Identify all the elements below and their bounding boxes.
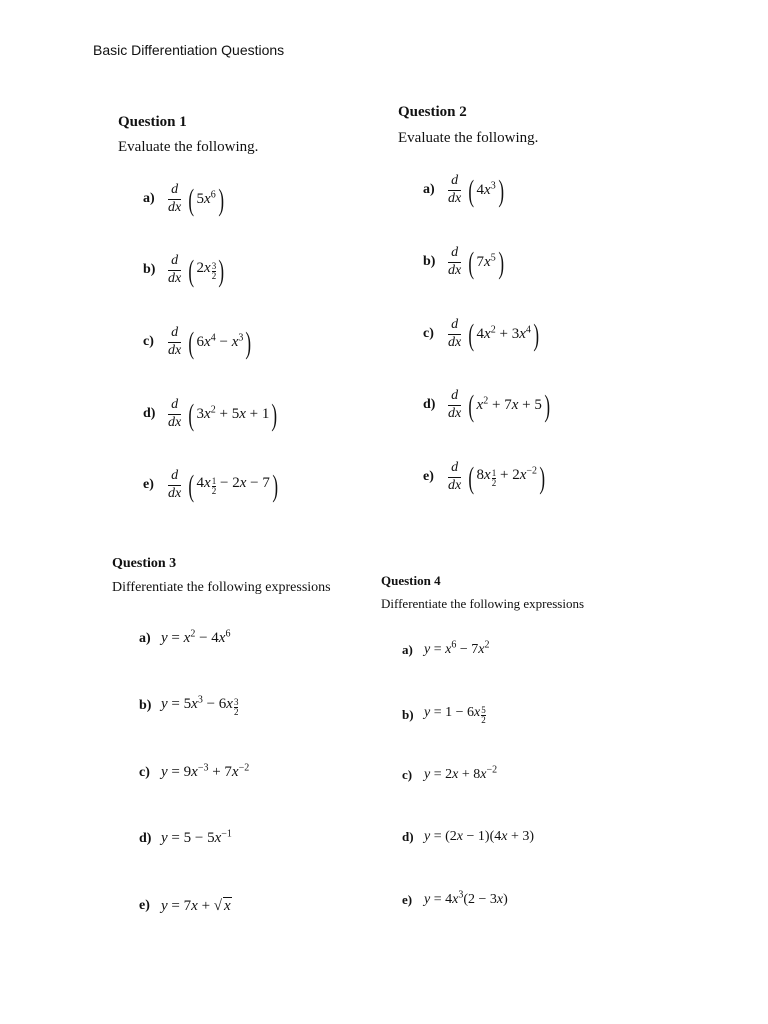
q4-item-d [402,829,534,845]
item-label: d) [423,397,436,413]
d-dx-operator: $\frac{d}{dx}$ [448,245,462,278]
q3-item-d [139,830,232,847]
item-label: d) [143,406,156,422]
derivative-expression: $\frac{d}{dx}$ ( $3x^2 + 5x + 1$ ) [165,398,280,430]
q2-item-e [423,461,547,493]
derivative-expression: $\frac{d}{dx}$ ( $7x^5$ ) [445,246,506,278]
derivative-expression: $\frac{d}{dx}$ ( $4x^2 + 3x^4$ ) [445,318,541,350]
q1-item-c [143,326,254,358]
question-1-title: Question 1 [118,114,187,130]
item-label: b) [402,706,414,722]
q4-item-a [402,639,490,658]
d-dx-operator: $\frac{d}{dx}$ [448,173,462,206]
item-label: b) [423,254,436,270]
d-dx-operator: $\frac{d}{dx}$ [168,468,182,501]
item-label: b) [143,262,156,278]
question-2-title: Question 2 [398,104,467,120]
d-dx-operator: $\frac{d}{dx}$ [168,397,182,430]
expression: y = (2x − 1)(4x + 3) [424,829,535,844]
d-dx-operator: $\frac{d}{dx}$ [448,388,462,421]
fractional-exponent: $\frac{3}{2}$ [211,260,217,281]
derivative-expression: $\frac{d}{dx}$ ( $5x^6$ ) [165,183,226,215]
item-label: e) [143,477,154,493]
q1-item-b [143,254,227,286]
expression: y = 1 − 6x $\frac{5}{2}$ [424,704,486,725]
fractional-exponent: $\frac{3}{2}$ [233,696,239,717]
item-label: b) [139,698,152,714]
q1-item-d [143,398,280,430]
question-3-title: Question 3 [112,556,177,571]
d-dx-operator: $\frac{d}{dx}$ [448,317,462,350]
item-label: e) [423,469,434,485]
d-dx-operator: $\frac{d}{dx}$ [448,460,462,493]
expression: $y = 2x + 8x^{-2}$ [424,764,498,782]
item-label: a) [143,191,155,207]
item-label: c) [423,326,434,342]
question-1-instruction: Evaluate the following. [118,139,259,155]
expression: y = 7x + √ x [161,898,231,914]
expression: $y = x^6 - 7x^2$ [424,639,490,657]
question-2-instruction: Evaluate the following. [398,130,539,146]
document-header: Basic Differentiation Questions [93,42,285,58]
d-dx-operator: $\frac{d}{dx}$ [168,325,182,358]
q3-item-a [139,630,230,647]
item-label: c) [143,334,154,350]
item-label: c) [139,764,150,780]
d-dx-operator: $\frac{d}{dx}$ [168,253,182,286]
item-label: a) [423,182,435,198]
item-label: d) [402,829,414,844]
expression: $y = 9x^{-3} + 7x^{-2}$ [161,762,250,780]
item-label: d) [139,830,152,846]
fractional-exponent: $\frac{1}{2}$ [491,467,497,488]
q4-item-b [402,705,486,725]
item-label: a) [402,642,413,657]
q2-item-d [423,389,552,421]
item-label: c) [402,767,413,782]
derivative-expression: $\frac{d}{dx}$ ( 4x $\frac{1}{2}$ − 2x − 7 ) [165,469,280,501]
question-4-instruction: Differentiate the following expressions [381,596,585,611]
expression: $y = 5 - 5x^{-1}$ [161,828,232,846]
d-dx-operator: $\frac{d}{dx}$ [168,182,182,215]
expression: $y = x^2 - 4x^6$ [161,628,231,646]
q1-item-e [143,469,280,501]
derivative-expression: $\frac{d}{dx}$ ( $x^2 + 7x + 5$ ) [445,389,552,421]
q2-item-c [423,318,541,350]
question-4-title: Question 4 [381,573,441,588]
item-label: a) [139,630,151,646]
fractional-exponent: $\frac{5}{2}$ [481,704,486,725]
derivative-expression: $\frac{d}{dx}$ ( $4x^3$ ) [445,174,506,206]
expression: $y = 5x^3 - 6x$ $\frac{3}{2}$ [161,694,239,717]
q3-item-c [139,764,249,781]
derivative-expression: $\frac{d}{dx}$ ( $6x^4 - x^3$ ) [165,326,254,358]
item-label: e) [139,898,150,913]
fractional-exponent: $\frac{1}{2}$ [211,475,217,496]
q4-item-e [402,889,508,908]
q3-item-b [139,696,238,717]
q3-item-e [139,897,232,915]
derivative-expression: $\frac{d}{dx}$ ( 8x $\frac{1}{2}$ + $2x^{-2}$ ) [445,461,547,493]
q2-item-b [423,246,506,278]
q4-item-c [402,764,498,783]
derivative-expression: $\frac{d}{dx}$ ( 2x $\frac{3}{2}$ ) [165,254,227,286]
q2-item-a [423,174,506,206]
expression: $y = 4x^3(2 - 3x)$ [424,889,508,907]
question-3-instruction: Differentiate the following expressions [112,580,331,595]
q1-item-a [143,183,226,215]
item-label: e) [402,892,413,907]
